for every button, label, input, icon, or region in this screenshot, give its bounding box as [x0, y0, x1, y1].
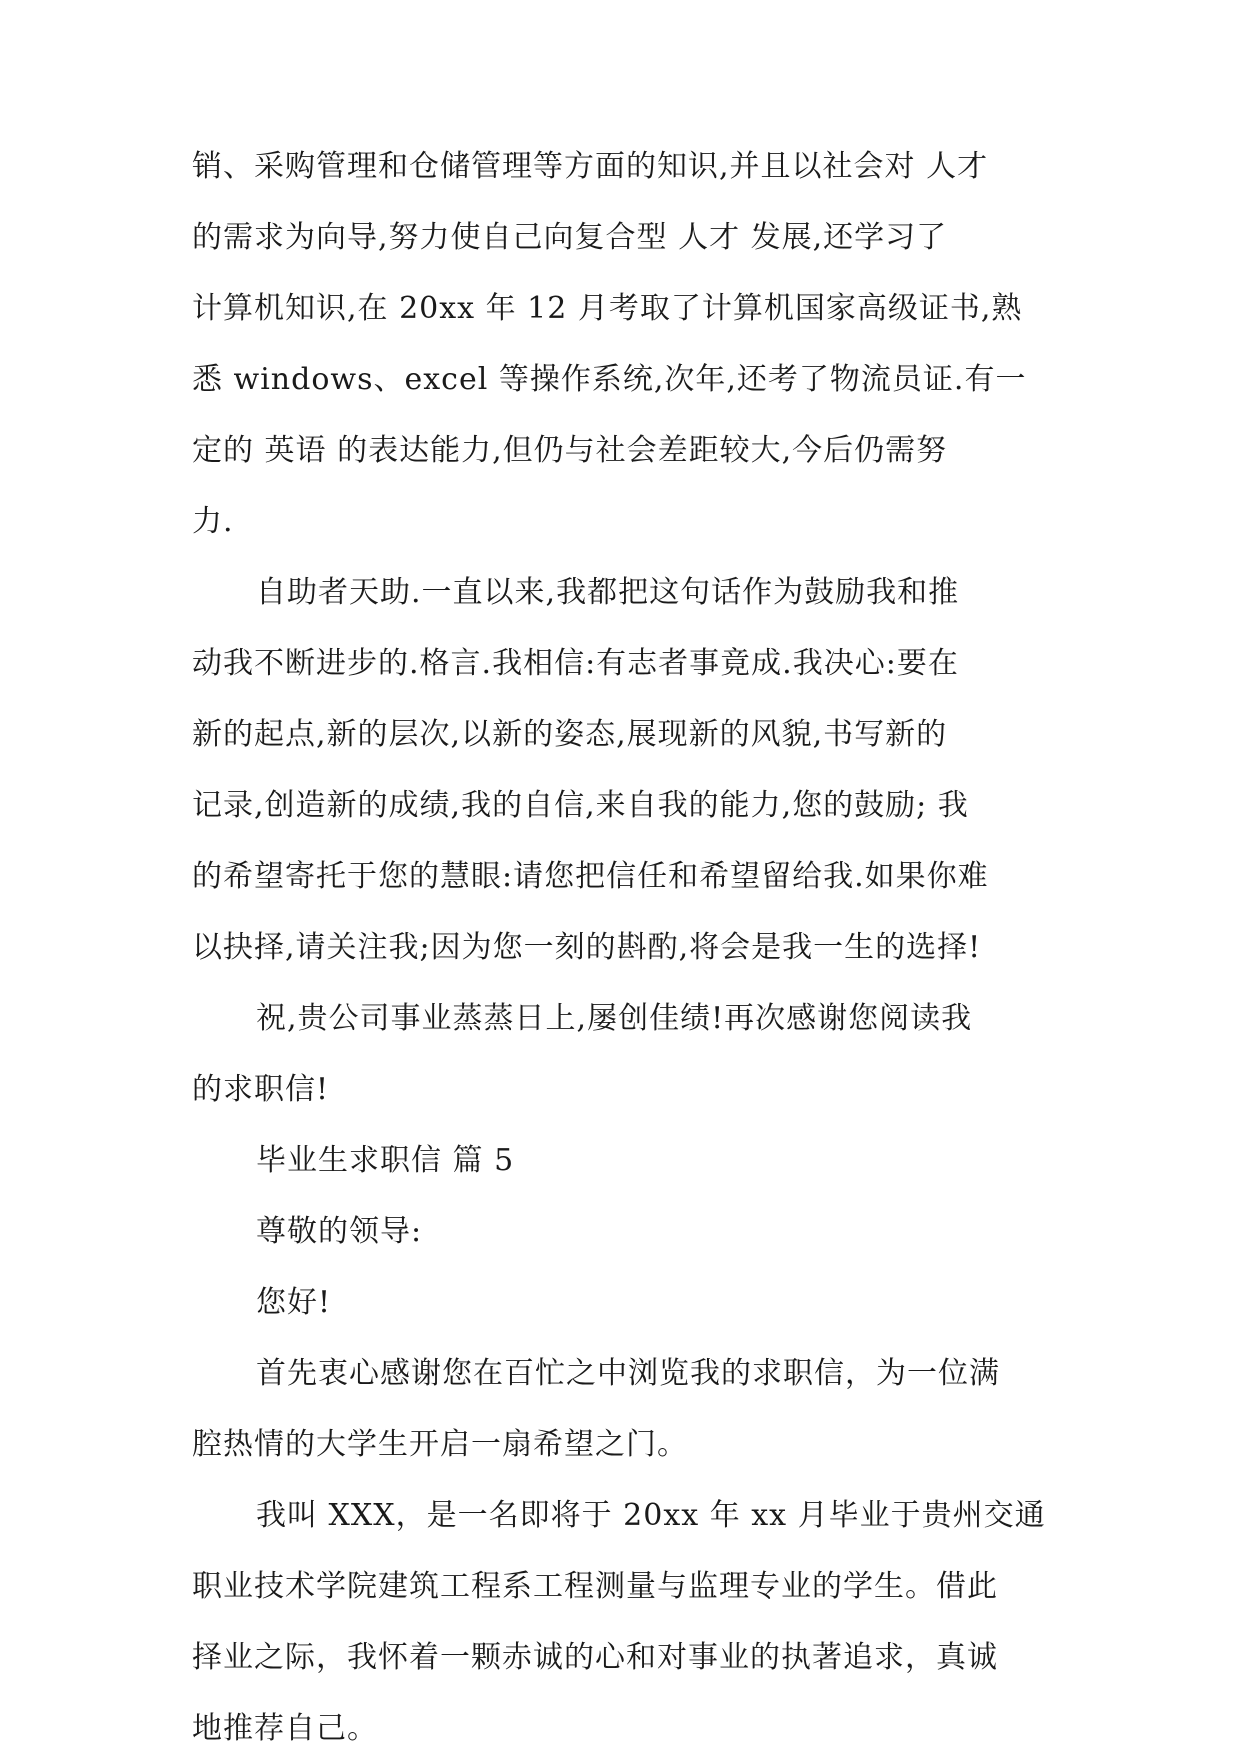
salutation: 尊敬的领导:: [256, 1214, 423, 1249]
text-line: 职业技术学院建筑工程系工程测量与监理专业的学生。借此: [192, 1569, 998, 1604]
text-line: 计算机知识,在 20xx 年 12 月考取了计算机国家高级证书,熟: [192, 291, 1023, 326]
text-line: 腔热情的大学生开启一扇希望之门。: [192, 1427, 688, 1462]
paragraph-first-line: 祝,贵公司事业蒸蒸日上,屡创佳绩!再次感谢您阅读我: [256, 1001, 973, 1036]
greeting: 您好!: [256, 1285, 332, 1320]
text-line: 记录,创造新的成绩,我的自信,来自我的能力,您的鼓励; 我: [192, 788, 969, 823]
paragraph-first-line: 首先衷心感谢您在百忙之中浏览我的求职信，为一位满: [256, 1356, 1000, 1391]
text-line: 悉 windows、excel 等操作系统,次年,还考了物流员证.有一: [192, 362, 1027, 397]
text-line: 的希望寄托于您的慧眼:请您把信任和希望留给我.如果你难: [192, 859, 989, 894]
text-line: 销、采购管理和仓储管理等方面的知识,并且以社会对 人才: [192, 149, 989, 184]
text-line: 地推荐自己。: [192, 1711, 378, 1746]
text-line: 的需求为向导,努力使自己向复合型 人才 发展,还学习了: [192, 220, 948, 255]
paragraph-first-line: 自助者天助.一直以来,我都把这句话作为鼓励我和推: [256, 575, 960, 610]
text-line: 以抉择,请关注我;因为您一刻的斟酌,将会是我一生的选择!: [192, 930, 982, 965]
section-heading: 毕业生求职信 篇 5: [256, 1143, 515, 1178]
text-line: 择业之际，我怀着一颗赤诚的心和对事业的执著追求，真诚: [192, 1640, 998, 1675]
paragraph-first-line: 我叫 XXX，是一名即将于 20xx 年 xx 月毕业于贵州交通: [256, 1498, 1046, 1533]
text-line: 新的起点,新的层次,以新的姿态,展现新的风貌,书写新的: [192, 717, 948, 752]
text-line: 力.: [192, 504, 234, 539]
text-line: 的求职信!: [192, 1072, 330, 1107]
text-line: 动我不断进步的.格言.我相信:有志者事竟成.我决心:要在: [192, 646, 959, 681]
text-line: 定的 英语 的表达能力,但仍与社会差距较大,今后仍需努: [192, 433, 948, 468]
